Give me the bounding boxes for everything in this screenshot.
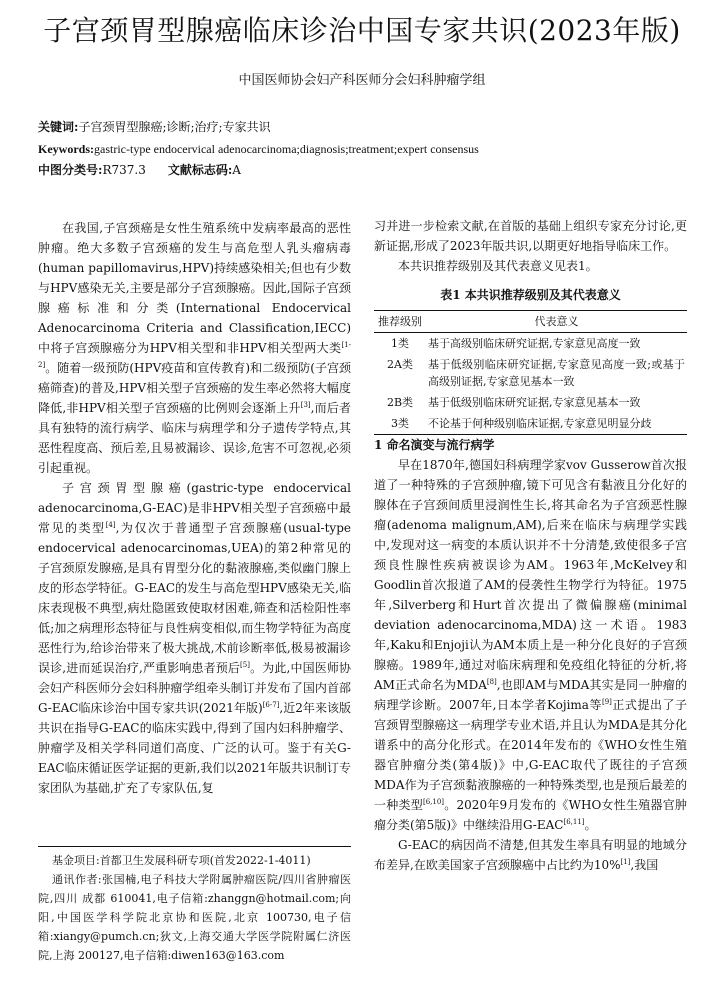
intro-paragraph-2: 子宫颈胃型腺癌(gastric-type endocervical adenocarcinoma,G-EAC)是非HPV相关型子宫颈癌中最常见的类型[4],为仅次于普通型子宫颈腺癌(usual-type endocervical adenocarcinomas,UEA)的第2种常见的子宫颈原发腺癌,是具有胃型分化的黏液腺癌,类似幽门腺上皮的形态学特征。G-EAC的发生与高危型HPV感染无关,临床表现极不典型,病灶隐匿致使取材困难,筛查和活检阳性率低;加之病理形态特征与良性病变相似,而生物学特征为高度恶性行为,给诊治带来了极大挑战,术前诊断率低,极易被漏诊误诊,进而延误治疗,严重影响患者预后[5]。为此,中国医师协会妇产科医师分会妇科肿瘤学组牵头制订并发布了国内首部G-EAC临床诊治中国专家共识(2021年版)[6-7],近2年来该版共识在指导G-EAC的临床实践中,得到了国内妇科肿瘤学、肿瘤学及相关学科同道们高度、广泛的认可。鉴于有关G-EAC临床循证医学证据的更新,我们以2021年版共识制订专家团队为基础,扩充了专家队伍,复 [38, 481, 352, 795]
intro-paragraph-1: 在我国,子宫颈癌是女性生殖系统中发病率最高的恶性肿瘤。绝大多数子宫颈癌的发生与高危型人乳头瘤病毒(human papillomavirus,HPV)持续感染相关;但也有少数与HPV感染无关,主要是部分子宫颈腺癌。因此,国际子宫颈腺癌标准和分类(International Endocervical Adenocarcinoma Criteria and Classification,IECC)中将子宫颈腺癌分为HPV相关型和非HPV相关型两大类[1-2]。随着一级预防(HPV疫苗和宣传教育)和二级预防(子宫颈癌筛查)的普及,HPV相关型子宫颈癌的发生率必然将大幅度降低,非HPV相关型子宫颈癌的比例则会逐渐上升[3],而后者具有独特的流行病学、临床与病理学和分子遗传学特点,其恶性程度高、预后差,且易被漏诊、误诊,危害不可忽视,必须引起重视。 [38, 221, 351, 475]
article-title: 子宫颈胃型腺癌临床诊治中国专家共识(2023年版) [43, 14, 681, 47]
doc-code-value: A [232, 163, 241, 177]
table-reference-paragraph: 本共识推荐级别及其代表意义见表1。 [398, 259, 598, 273]
keywords-en-text: gastric-type endocervical adenocarcinoma;diagnosis;treatment;expert consensus [94, 142, 479, 156]
table-cell-level: 2A类 [387, 358, 413, 371]
funding-note: 基金项目:首都卫生发展科研专项(首发2022-1-4011) [52, 854, 311, 867]
citation: [6,10] [422, 798, 445, 806]
corresponding-author-note: 通讯作者:张国楠,电子科技大学附属肿瘤医院/四川省肿瘤医院,四川 成都 610041,电子信箱:zhanggn@hotmail.com;向阳,中国医学科学院北京协和医院,北京 100730,电子信箱:xiangy@pumch.cn;狄文,上海交通大学医学院附属仁济医院,上海 200127,电子信箱:diwen163@163.com [38, 873, 351, 962]
table-cell-meaning: 基于低级别临床研究证据,专家意见高度一致;或基于高级别证据,专家意见基本一致 [428, 358, 685, 388]
table-row [374, 354, 687, 392]
classification-line [38, 161, 688, 179]
table-row [374, 333, 687, 355]
table-cell-level: 3类 [391, 417, 409, 430]
clc-label: 中图分类号: [38, 163, 103, 177]
section-1-paragraph-2: G-EAC的病因尚不清楚,但其发生率具有明显的地域分布差异,在欧美国家子宫颈腺癌中占比约为10%[1],我国 [374, 838, 687, 872]
author-group: 中国医师协会妇产科医师分会妇科肿瘤学组 [238, 73, 486, 88]
keywords-cn-text: 子宫颈胃型腺癌;诊断;治疗;专家共识 [78, 120, 271, 134]
intro-paragraph-2-continued: 习并进一步检索文献,在首版的基础上组织专家充分讨论,更新证据,形成了2023年版共识,以期更好地指导临床工作。 [374, 219, 687, 253]
citation: [1] [620, 858, 631, 866]
citation: [9] [601, 698, 612, 706]
keywords-cn-label: 关键词: [38, 120, 79, 134]
citation: [6,11] [563, 818, 585, 826]
citation: [5] [240, 661, 250, 669]
citation: [6-7] [262, 701, 280, 709]
citation: [3] [300, 401, 311, 409]
table-header-row [374, 311, 687, 333]
table-row [374, 413, 687, 435]
table-header-level: 推荐级别 [378, 315, 422, 328]
section-1-heading: 1 命名演变与流行病学 [374, 438, 495, 452]
table-cell-level: 1类 [391, 337, 409, 350]
citation: [1-2] [38, 341, 351, 369]
left-column [38, 218, 351, 798]
citation: [8] [486, 678, 497, 686]
table-row [374, 392, 687, 413]
table-cell-meaning: 基于低级别临床研究证据,专家意见基本一致 [428, 396, 641, 409]
doc-code-label: 文献标志码: [167, 163, 233, 177]
clc-value: R737.3 [102, 163, 146, 177]
table-cell-meaning: 不论基于何种级别临床证据,专家意见明显分歧 [428, 417, 652, 430]
keywords-en [38, 140, 688, 158]
section-1-paragraph-1: 早在1870年,德国妇科病理学家vov Gusserow首次报道了一种特殊的子宫颈肿瘤,镜下可见含有黏液且分化好的腺体在子宫颈间质里浸润性生长,将其命名为子宫颈恶性腺瘤(adenoma malignum,AM),后来在临床与病理学实践中,发现对这一病变的本质认识并不十分清楚,致使很多子宫颈良性腺性疾病被误诊为AM。1963年,McKelvey和Goodlin首次报道了AM的侵袭性生物学行为特征。1975年,Silverberg和Hurt首次提出了微偏腺癌(minimal deviation adenocarcinoma,MDA)这一术语。1983年,Kaku和Enjoji认为AM本质上是一种分化良好的子宫颈腺癌。1989年,通过对临床病理和免疫组化特征的分析,将AM正式命名为MDA[8],也即AM与MDA其实是同一肿瘤的病理学诊断。2007年,日本学者Kojima等[9]正式提出了子宫颈胃型腺癌这一病理学专业术语,并且认为MDA是其分化谱系中的高分化形式。在2014年发布的《WHO女性生殖器官肿瘤分类(第4版)》中,G-EAC取代了既往的子宫颈MDA作为子宫颈黏液腺癌的一种特殊类型,也是预后最差的一种类型[6,10]。2020年9月发布的《WHO女性生殖器官肿瘤分类(第5版)》中继续沿用G-EAC[6,11]。 [374, 458, 687, 832]
recommendation-table [374, 310, 687, 435]
keywords-cn [38, 118, 688, 136]
table-header-meaning: 代表意义 [534, 315, 579, 328]
footnote [38, 846, 351, 965]
table-cell-level: 2B类 [386, 396, 414, 409]
citation: [4] [105, 521, 116, 529]
right-column [374, 216, 687, 875]
table-cell-meaning: 基于高级别临床研究证据,专家意见高度一致 [428, 337, 641, 350]
keywords-en-label: Keywords: [38, 142, 94, 156]
table-1-title: 表1 本共识推荐级别及其代表意义 [440, 288, 621, 302]
